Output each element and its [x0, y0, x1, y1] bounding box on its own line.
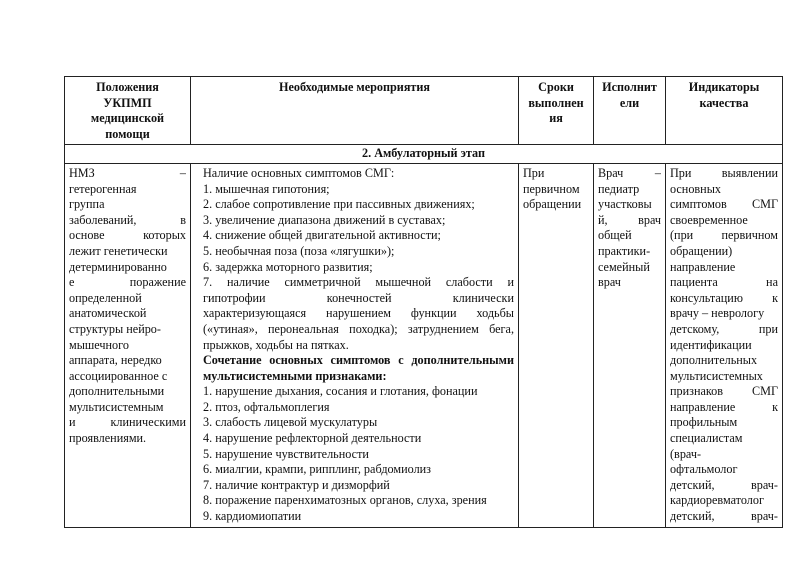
indicator-line: основных: [670, 181, 721, 196]
indicator-line: детский, врач-: [670, 477, 778, 492]
basic-symptom-item: 3. увеличение диапазона движений в суставах;: [203, 212, 446, 227]
indicator-line: консультацию к: [670, 290, 778, 305]
additional-sign-item: 8. поражение паренхиматозных органов, слуха, зрения: [203, 493, 487, 508]
cell-deadlines: [519, 163, 594, 527]
positions-line: основе которых: [69, 228, 186, 243]
header-positions: Положения УКПМП медицинской помощи: [65, 77, 191, 145]
positions-line: детерминированно: [69, 259, 167, 274]
cell-measures: [191, 163, 519, 527]
additional-signs-list: [195, 384, 514, 524]
executor-line: й, врач: [598, 212, 661, 227]
header-measures: Необходимые мероприятия: [191, 77, 519, 145]
stage-title: 2. Амбулаторный этап: [65, 145, 783, 164]
indicator-line: профильным: [670, 415, 738, 430]
cell-positions: [65, 163, 191, 527]
deadline-line: обращении: [523, 197, 582, 212]
indicator-line: признаков СМГ: [670, 384, 778, 399]
cell-indicators: [666, 163, 783, 527]
basic-symptom-item: 5. необычная поза (поза «лягушки»);: [203, 243, 395, 258]
basic-symptom-item: прыжков, ходьбы на пятках.: [203, 337, 349, 352]
basic-symptom-item: 4. снижение общей двигательной активности;: [203, 228, 441, 243]
positions-line: определенной: [69, 290, 142, 305]
basic-symptoms-list: [195, 182, 514, 354]
indicator-line: своевременное: [670, 212, 748, 227]
positions-line: дополнительными: [69, 384, 165, 399]
header-row: [65, 77, 783, 145]
deadline-line: При: [523, 165, 545, 180]
basic-symptom-item: 1. мышечная гипотония;: [203, 181, 330, 196]
positions-line: анатомической: [69, 306, 147, 321]
basic-symptom-item: гипотрофии конечностей клинически: [203, 290, 514, 305]
indicator-line: кардиоревматолог: [670, 493, 764, 508]
basic-symptom-item: 7. наличие симметричной мышечной слабости и: [203, 275, 514, 290]
positions-line: группа: [69, 197, 105, 212]
additional-sign-item: 7. наличие контрактур и дизморфий: [203, 477, 390, 492]
basic-symptom-item: 6. задержка моторного развития;: [203, 259, 373, 274]
content-row: [65, 163, 783, 527]
indicator-line: врачу – неврологу: [670, 306, 765, 321]
positions-line: НМЗ –: [69, 165, 186, 180]
positions-line: мышечного: [69, 337, 129, 352]
executor-line: врач: [598, 275, 621, 290]
executor-line: Врач –: [598, 165, 661, 180]
indicator-line: мультисистемных: [670, 368, 763, 383]
guideline-table: [64, 76, 783, 528]
positions-line: структуры нейро-: [69, 321, 161, 336]
executor-line: общей: [598, 228, 632, 243]
indicator-line: офтальмолог: [670, 462, 738, 477]
positions-line: ассоциированное с: [69, 368, 168, 383]
deadlines-text: [523, 166, 589, 213]
indicator-line: (врач-: [670, 446, 702, 461]
additional-sign-item: 4. нарушение рефлекторной деятельности: [203, 431, 422, 446]
combo-heading-line: Сочетание основных симптомов с дополнительными: [203, 353, 514, 368]
positions-line: аппарата, нередко: [69, 353, 162, 368]
header-indicators: Индикаторы качества: [666, 77, 783, 145]
indicator-line: симптомов СМГ: [670, 197, 778, 212]
positions-line: заболеваний, в: [69, 212, 186, 227]
indicator-line: идентификации: [670, 337, 752, 352]
cell-executors: [594, 163, 666, 527]
positions-line: лежит генетически: [69, 243, 168, 258]
additional-sign-item: 2. птоз, офтальмоплегия: [203, 399, 330, 414]
basic-symptom-item: характеризующаяся нарушением функции ходьбы: [203, 306, 514, 321]
indicator-line: направление: [670, 259, 736, 274]
indicator-line: детскому, при: [670, 321, 778, 336]
executor-line: участковы: [598, 197, 652, 212]
positions-line: проявлениями.: [69, 431, 147, 446]
deadline-line: первичном: [523, 181, 580, 196]
indicators-text: [670, 166, 778, 525]
header-executors: Исполнит ели: [594, 77, 666, 145]
executors-text: [598, 166, 661, 291]
indicator-line: пациента на: [670, 275, 778, 290]
combo-heading-line: мультисистемными признаками:: [203, 368, 387, 383]
additional-sign-item: 5. нарушение чувствительности: [203, 446, 369, 461]
positions-line: е поражение: [69, 275, 186, 290]
symptoms-intro: Наличие основных симптомов СМГ:: [203, 165, 395, 180]
positions-line: и клиническими: [69, 415, 186, 430]
executor-line: практики-: [598, 243, 651, 258]
indicator-line: (при первичном: [670, 228, 778, 243]
indicator-line: детский, врач-: [670, 509, 778, 524]
combo-heading: [195, 353, 514, 384]
indicator-line: При выявлении: [670, 165, 778, 180]
additional-sign-item: 6. миалгии, крампи, рипплинг, рабдомиолиз: [203, 462, 431, 477]
indicator-line: специалистам: [670, 431, 743, 446]
positions-line: мультисистемным: [69, 399, 164, 414]
executor-line: педиатр: [598, 181, 640, 196]
basic-symptom-item: («утиная», перонеальная походка); затруднением бега,: [203, 321, 514, 336]
indicator-line: направление к: [670, 399, 778, 414]
indicator-line: дополнительных: [670, 353, 758, 368]
indicator-line: обращении): [670, 243, 733, 258]
executor-line: семейный: [598, 259, 650, 274]
stage-row: [65, 145, 783, 164]
positions-text: [69, 166, 186, 447]
additional-sign-item: 9. кардиомиопатии: [203, 509, 302, 524]
positions-line: гетерогенная: [69, 181, 137, 196]
header-deadlines: Сроки выполнен ия: [519, 77, 594, 145]
basic-symptom-item: 2. слабое сопротивление при пассивных движениях;: [203, 197, 475, 212]
additional-sign-item: 3. слабость лицевой мускулатуры: [203, 415, 378, 430]
additional-sign-item: 1. нарушение дыхания, сосания и глотания, фонации: [203, 384, 478, 399]
